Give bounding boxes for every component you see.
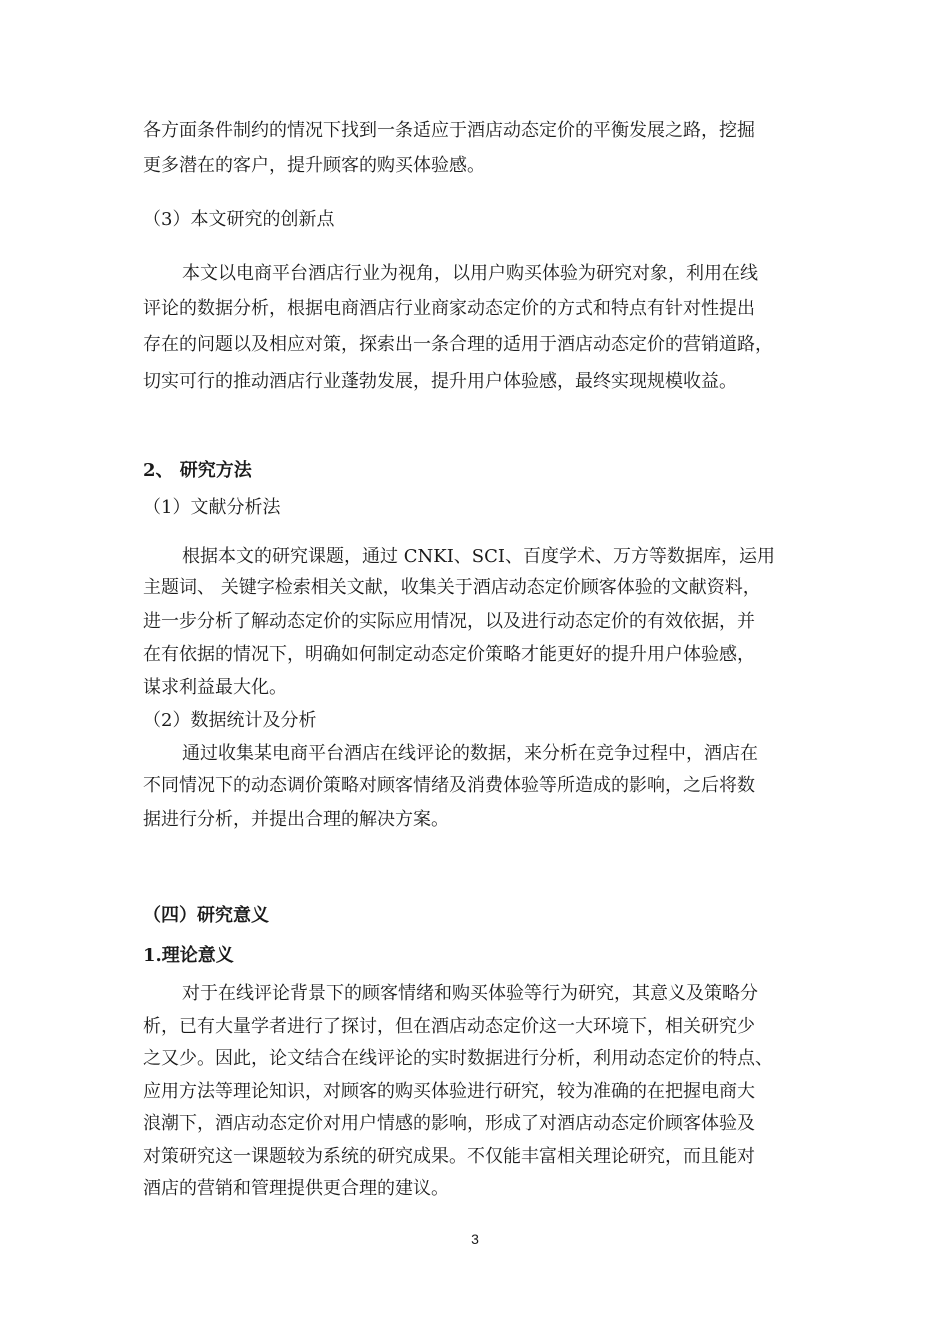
body-text-line: 对于在线评论背景下的顾客情绪和购买体验等行为研究，其意义及策略分 [182, 983, 758, 1004]
body-text-line: 切实可行的推动酒店行业蓬勃发展，提升用户体验感，最终实现规模收益。 [143, 371, 737, 392]
section-heading: 1.理论意义 [143, 945, 234, 966]
body-text-line: 本文以电商平台酒店行业为视角，以用户购买体验为研究对象，利用在线 [182, 263, 758, 284]
body-text-line: 应用方法等理论知识，对顾客的购买体验进行研究，较为准确的在把握电商大 [143, 1081, 755, 1102]
body-text-line: 存在的问题以及相应对策，探索出一条合理的适用于酒店动态定价的营销道路， [143, 334, 773, 355]
subsection-heading: （2）数据统计及分析 [143, 710, 317, 731]
section-heading: 2、 研究方法 [143, 460, 252, 481]
body-text-line: 更多潜在的客户，提升顾客的购买体验感。 [143, 155, 485, 176]
body-text-line: 对策研究这一课题较为系统的研究成果。不仅能丰富相关理论研究，而且能对 [143, 1146, 755, 1167]
body-text-line: 析，已有大量学者进行了探讨，但在酒店动态定价这一大环境下，相关研究少 [143, 1016, 755, 1037]
body-text-line: 谋求利益最大化。 [143, 677, 287, 698]
page-number: 3 [471, 1231, 479, 1247]
body-text-line: 之又少。因此，论文结合在线评论的实时数据进行分析，利用动态定价的特点、 [143, 1048, 773, 1069]
body-text-line: 酒店的营销和管理提供更合理的建议。 [143, 1178, 449, 1199]
body-text-line: 不同情况下的动态调价策略对顾客情绪及消费体验等所造成的影响，之后将数 [143, 775, 755, 796]
body-text-line: 浪潮下，酒店动态定价对用户情感的影响，形成了对酒店动态定价顾客体验及 [143, 1113, 755, 1134]
body-text-line: 在有依据的情况下，明确如何制定动态定价策略才能更好的提升用户体验感， [143, 644, 755, 665]
section-heading: （四）研究意义 [143, 905, 269, 926]
body-text-line: 评论的数据分析，根据电商酒店行业商家动态定价的方式和特点有针对性提出 [143, 298, 755, 319]
body-text-line: 据进行分析，并提出合理的解决方案。 [143, 809, 449, 830]
body-text-line: 通过收集某电商平台酒店在线评论的数据，来分析在竞争过程中，酒店在 [182, 743, 758, 764]
subsection-heading: （1）文献分析法 [143, 497, 281, 518]
subsection-heading: （3）本文研究的创新点 [143, 209, 335, 230]
body-text-line: 进一步分析了解动态定价的实际应用情况，以及进行动态定价的有效依据，并 [143, 611, 755, 632]
body-text-line: 根据本文的研究课题，通过 CNKI、SCI、百度学术、万方等数据库，运用 [182, 546, 776, 567]
body-text-line: 主题词、 关键字检索相关文献，收集关于酒店动态定价顾客体验的文献资料， [143, 577, 761, 598]
body-text-line: 各方面条件制约的情况下找到一条适应于酒店动态定价的平衡发展之路，挖掘 [143, 120, 755, 141]
